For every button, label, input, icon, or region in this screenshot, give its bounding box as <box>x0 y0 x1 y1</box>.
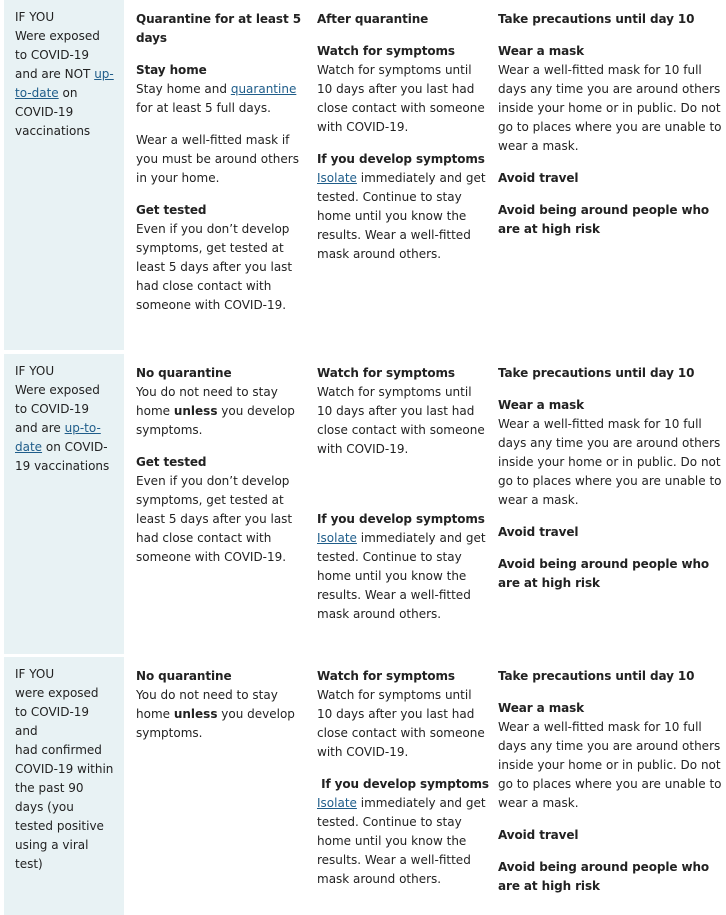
column-heading: Take precautions until day 10 <box>498 12 695 26</box>
section-text: Watch for symptoms until 10 days after you last had close contact with someone with COVID-19. <box>317 63 485 134</box>
section-text: Isolate immediately and get tested. Continue to stay home until you know the results. Wear a well-fitted mask around others. <box>317 531 486 621</box>
section-text: You do not need to stay home unless you develop symptoms. <box>136 385 295 437</box>
section-text: Wear a well-fitted mask for 10 full days any time you are around others inside your home or in public. Do not go to places where you are unable to wear a mask. <box>498 417 722 507</box>
section-text: Wear a well-fitted mask for 10 full days any time you are around others inside your home or in public. Do not go to places where you are unable to wear a mask. <box>498 63 722 153</box>
section-title: Wear a mask <box>498 44 585 58</box>
section-text: Even if you don’t develop symptoms, get tested at least 5 days after you last had close contact with someone with COVID-19. <box>136 222 293 312</box>
section-title: No quarantine <box>136 669 232 683</box>
section-title: Avoid travel <box>498 525 579 539</box>
section-title: If you develop symptoms <box>317 152 485 166</box>
condition-text: Were exposed to COVID-19 and are NOT up-to-date on COVID-19 vaccinations <box>15 29 114 138</box>
symptoms-cell <box>317 0 487 264</box>
symptoms-cell <box>317 354 487 624</box>
column-heading: After quarantine <box>317 12 429 26</box>
if-you-label: IF YOU <box>15 364 55 378</box>
section-title: Avoid travel <box>498 828 579 842</box>
section-title: No quarantine <box>136 366 232 380</box>
precautions-cell <box>498 354 723 593</box>
section-text: Watch for symptoms until 10 days after you last had close contact with someone with COVID-19. <box>317 385 485 456</box>
quarantine-link[interactable]: quarantine <box>230 82 297 96</box>
section-title: Avoid being around people who are at high risk <box>498 203 710 236</box>
section-title: Avoid being around people who are at high risk <box>498 557 710 590</box>
section-title: Stay home <box>136 63 207 77</box>
section-title: Wear a mask <box>498 701 585 715</box>
if-you-label: IF YOU <box>15 10 55 24</box>
column-heading: Quarantine for at least 5 days <box>136 12 301 45</box>
precautions-cell <box>498 657 723 896</box>
condition-text: had confirmed COVID-19 within the past 90 days (you tested positive using a viral test) <box>15 743 114 871</box>
column-heading: Take precautions until day 10 <box>498 669 695 683</box>
section-title: Get tested <box>136 455 207 469</box>
condition-text: Were exposed to COVID-19 and are up-to-date on COVID-19 vaccinations <box>15 383 110 473</box>
condition-cell <box>4 0 124 350</box>
section-title: If you develop symptoms <box>317 777 489 791</box>
section-text: Isolate immediately and get tested. Continue to stay home until you know the results. Wear a well-fitted mask around others. <box>317 796 486 886</box>
table-row-up-to-date <box>0 354 726 654</box>
condition-cell <box>4 657 124 915</box>
up-to-date-link[interactable]: up-to-date <box>15 421 101 454</box>
section-text: Wear a well-fitted mask if you must be around others in your home. <box>136 133 299 185</box>
column-heading: Take precautions until day 10 <box>498 366 695 380</box>
section-text: Even if you don’t develop symptoms, get tested at least 5 days after you last had close contact with someone with COVID-19. <box>136 474 293 564</box>
section-title: Wear a mask <box>498 398 585 412</box>
section-title: Avoid being around people who are at high risk <box>498 860 710 893</box>
up-to-date-link[interactable]: up-to-date <box>15 67 114 100</box>
section-title: Watch for symptoms <box>317 366 455 380</box>
table-row-recent-covid <box>0 657 726 915</box>
isolate-link[interactable]: Isolate <box>317 171 357 185</box>
section-text: Watch for symptoms until 10 days after you last had close contact with someone with COVID-19. <box>317 688 485 759</box>
section-title: Watch for symptoms <box>317 669 455 683</box>
precautions-cell <box>498 0 723 239</box>
condition-cell <box>4 354 124 654</box>
row-divider <box>4 351 723 353</box>
table-row-not-up-to-date <box>0 0 726 350</box>
if-you-label: IF YOU <box>15 667 55 681</box>
quarantine-cell <box>136 354 306 567</box>
section-text: Wear a well-fitted mask for 10 full days any time you are around others inside your home or in public. Do not go to places where you are unable to wear a mask. <box>498 720 722 810</box>
quarantine-cell <box>136 0 306 315</box>
section-title: Get tested <box>136 203 207 217</box>
quarantine-cell <box>136 657 306 743</box>
section-title: Avoid travel <box>498 171 579 185</box>
symptoms-cell <box>317 657 487 889</box>
section-title: Watch for symptoms <box>317 44 455 58</box>
section-text: Isolate immediately and get tested. Continue to stay home until you know the results. Wear a well-fitted mask around others. <box>317 171 486 261</box>
section-title: If you develop symptoms <box>317 512 485 526</box>
condition-text: were exposed to COVID-19 and <box>15 686 99 738</box>
section-text: You do not need to stay home unless you develop symptoms. <box>136 688 295 740</box>
section-text: Stay home and quarantine for at least 5 full days. <box>136 82 297 115</box>
isolate-link[interactable]: Isolate <box>317 796 357 810</box>
isolate-link[interactable]: Isolate <box>317 531 357 545</box>
